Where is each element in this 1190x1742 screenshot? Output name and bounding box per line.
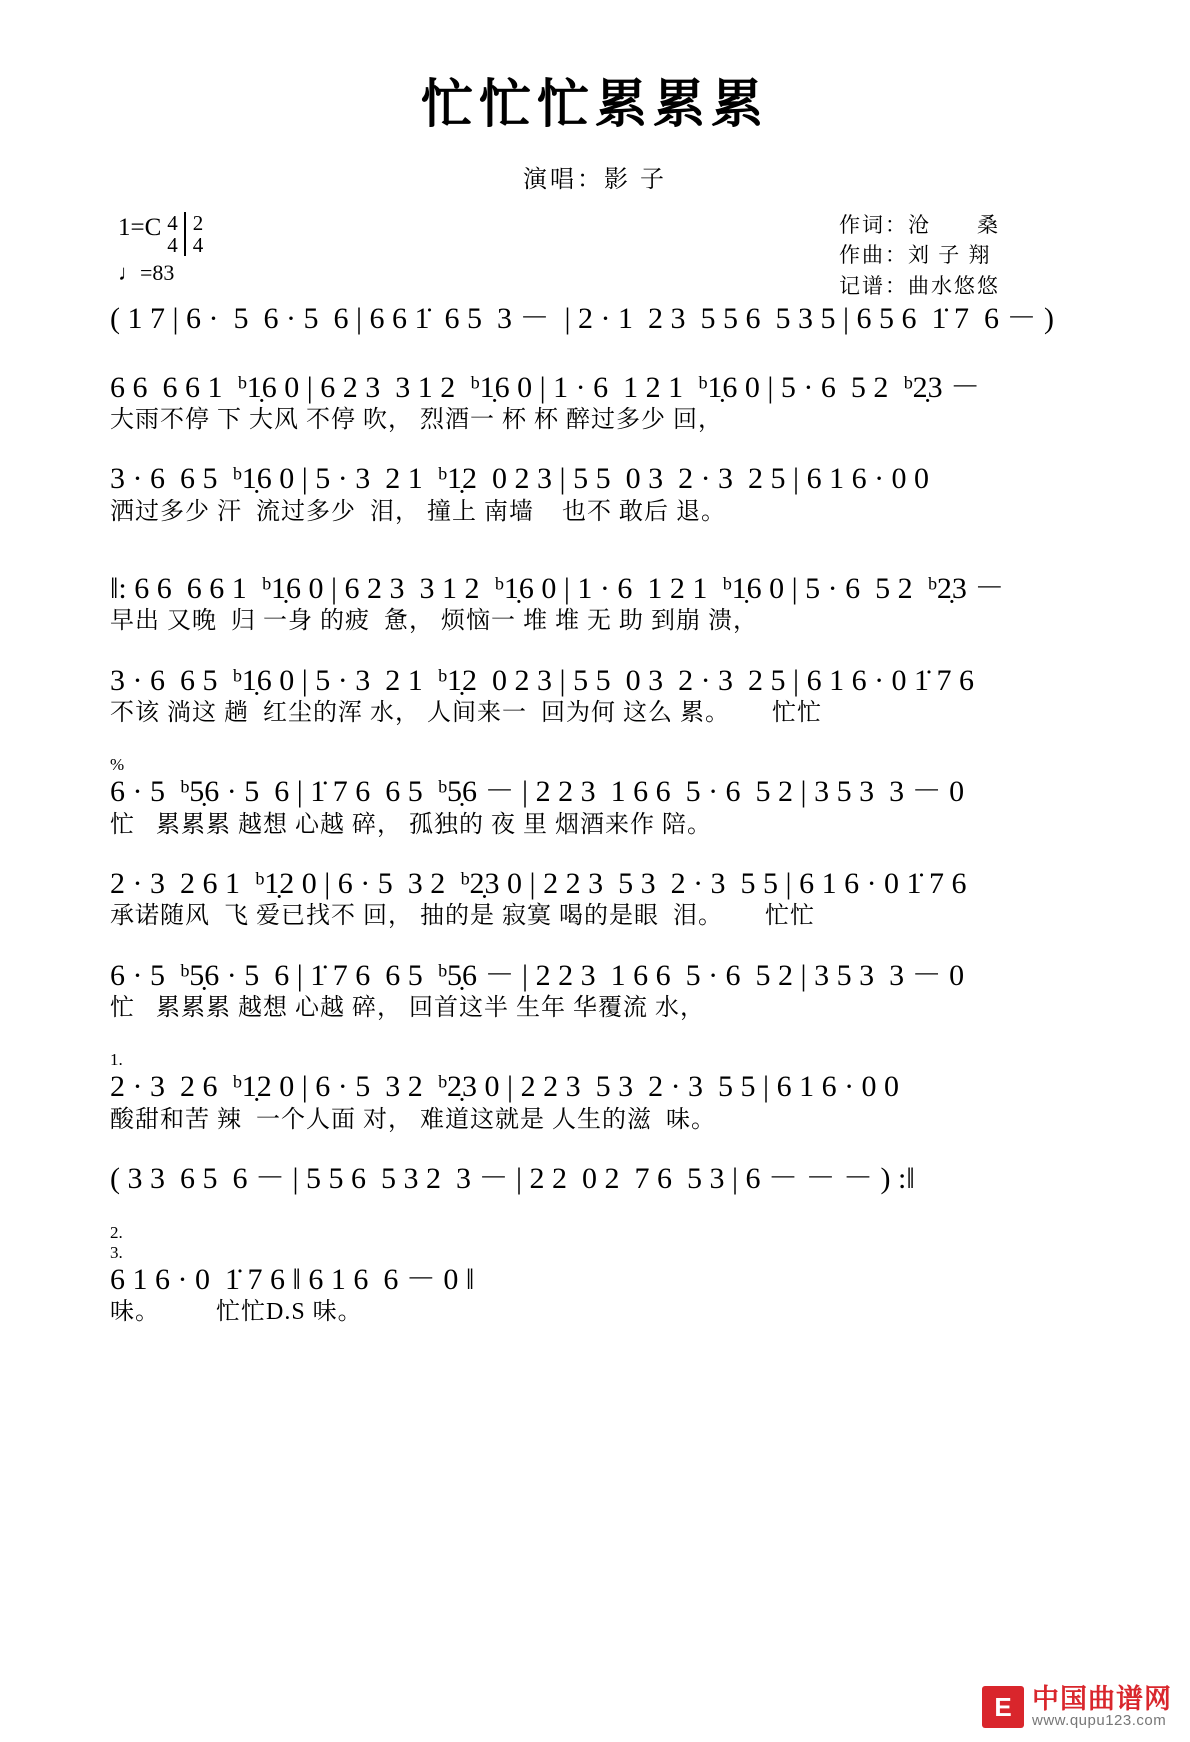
singer-line: 演唱：影 子 [523, 167, 667, 193]
music-system-chorus2-line2 [0, 1050, 1190, 1136]
lyrics-line: 洒过多少 汗 流过多少 泪， 撞上 南墙 也不 敢后 退。 [110, 498, 726, 525]
music-system-chorus1-line1 [0, 775, 1190, 841]
time-signature-2: 2 4 [184, 212, 204, 256]
notation-line: 3 · 6 6 5 ᵇ1̣6 0 | 5 · 3 2 1 ᵇ1̣2 0 2 3 | 5 5 0 3 2 · 3 2 5 | 6 1 6 · 0 1̇ 7 6 [110, 663, 975, 697]
segno-repeat-sign: % [110, 755, 125, 775]
lyrics-line: 忙 累累累 越想 心越 碎， 回首这半 生年 华覆流 水， [110, 995, 705, 1022]
ending-bracket-2: 2. [110, 1222, 123, 1242]
music-system-verse2-line2 [0, 664, 1190, 730]
notation-line: 6 1 6 · 0 1̇ 7 6 ‖ 6 1 6 6 － 0 ‖ [110, 1262, 475, 1296]
music-system-intro [0, 302, 1190, 337]
ending-bracket-1: 1. [110, 1050, 123, 1070]
logo-icon: E [982, 1686, 1024, 1728]
music-system-verse1-line2 [0, 462, 1190, 528]
notation-line: ( 1 7 | 6 · 5 6 · 5 6 | 6 6 1̇ 6 5 3 － | 2 · 1 2 3 5 5 6 5 3 5 | 6 5 6 1̇ 7 6 － ) [110, 302, 1054, 335]
notation-line: 2 · 3 2 6 ᵇ1̣2 0 | 6 · 5 3 2 ᵇ2̣3 0 | 2 2 3 5 3 2 · 3 5 5 | 6 1 6 · 0 0 [110, 1070, 900, 1104]
lyricist-credit: 作词：沧 桑 [839, 213, 1000, 237]
meta-row [0, 210, 1190, 302]
notation-line: 6 · 5 ᵇ5̣6 · 5 6 | 1̇ 7 6 6 5 ᵇ5̣6 － | 2 2 3 1 6 6 5 · 6 5 2 | 3 5 3 3 － 0 [110, 958, 965, 992]
site-name: 中国曲谱网 [1032, 1684, 1172, 1714]
music-system-verse1-line1 [0, 371, 1190, 437]
notation-line: 3 · 6 6 5 ᵇ1̣6 0 | 5 · 3 2 1 ᵇ1̣2 0 2 3 | 5 5 0 3 2 · 3 2 5 | 6 1 6 · 0 0 [110, 462, 930, 496]
lyrics-line: 不该 淌这 趟 红尘的浑 水， 人间来一 回为何 这么 累。 忙忙 [110, 700, 822, 727]
key-and-time-signature [118, 211, 204, 258]
lyrics-line: 酸甜和苦 辣 一个人面 对， 难道这就是 人生的滋 味。 [110, 1106, 716, 1133]
page-title: 忙忙忙累累累 [420, 76, 769, 134]
transcriber-credit: 记谱：曲水悠悠 [839, 273, 1000, 298]
notation-line: 6 · 5 ᵇ5̣6 · 5 6 | 1̇ 7 6 6 5 ᵇ5̣6 － | 2 2 3 1 6 6 5 · 6 5 2 | 3 5 3 3 － 0 [110, 775, 965, 809]
tempo-marking: ♩=83 [118, 260, 175, 285]
composer-credit: 作曲：刘 子 翔 [839, 243, 992, 268]
key-signature: 1=C [118, 214, 162, 241]
music-system-chorus2-line1 [0, 959, 1190, 1025]
lyrics-line: 早出 又晚 归 一身 的疲 惫， 烦恼一 堆 堆 无 助 到崩 溃， [110, 608, 758, 635]
music-system-chorus1-line2 [0, 867, 1190, 933]
site-url: www.qupu123.com [1032, 1712, 1167, 1729]
lyrics-line: 承诺随风 飞 爱已找不 回， 抽的是 寂寞 喝的是眼 泪。 忙忙 [110, 903, 815, 930]
site-watermark [982, 1686, 1172, 1728]
lyrics-line: 味。 忙忙D.S 味。 [110, 1299, 363, 1325]
sheet-music-page [0, 62, 1190, 1742]
lyrics-line: 大雨不停 下 大风 不停 吹， 烈酒一 杯 杯 醉过多少 回， [110, 407, 723, 433]
lyrics-line: 忙 累累累 越想 心越 碎， 孤独的 夜 里 烟酒来作 陪。 [110, 811, 712, 838]
music-system-interlude [0, 1162, 1190, 1197]
notation-line: 2 · 3 2 6 1 ᵇ1̣2 0 | 6 · 5 3 2 ᵇ2̣3 0 | 2 2 3 5 3 2 · 3 5 5 | 6 1 6 · 0 1̇ 7 6 [110, 866, 967, 900]
notation-line: 6 6 6 6 1 ᵇ1̣6 0 | 6 2 3 3 1 2 ᵇ1̣6 0 | 1 · 6 1 2 1 ᵇ1̣6 0 | 5 · 6 5 2 ᵇ2̣3 － [110, 370, 981, 404]
music-system-endings [0, 1223, 1190, 1329]
ending-bracket-3: 3. [110, 1242, 123, 1262]
music-system-verse2-line1 [0, 572, 1190, 638]
notation-line: ( 3 3 6 5 6 － | 5 5 6 5 3 2 3 － | 2 2 0 2 7 6 5 3 | 6 － － － ) :‖ [110, 1162, 915, 1195]
notation-line: ‖: 6 6 6 6 1 ᵇ1̣6 0 | 6 2 3 3 1 2 ᵇ1̣6 0 | 1 · 6 1 2 1 ᵇ1̣6 0 | 5 · 6 5 2 ᵇ2̣3 － [110, 571, 1005, 605]
credits-block [839, 210, 1000, 301]
time-signature-1: 4 4 [167, 211, 178, 258]
logo-text [1032, 1686, 1172, 1728]
